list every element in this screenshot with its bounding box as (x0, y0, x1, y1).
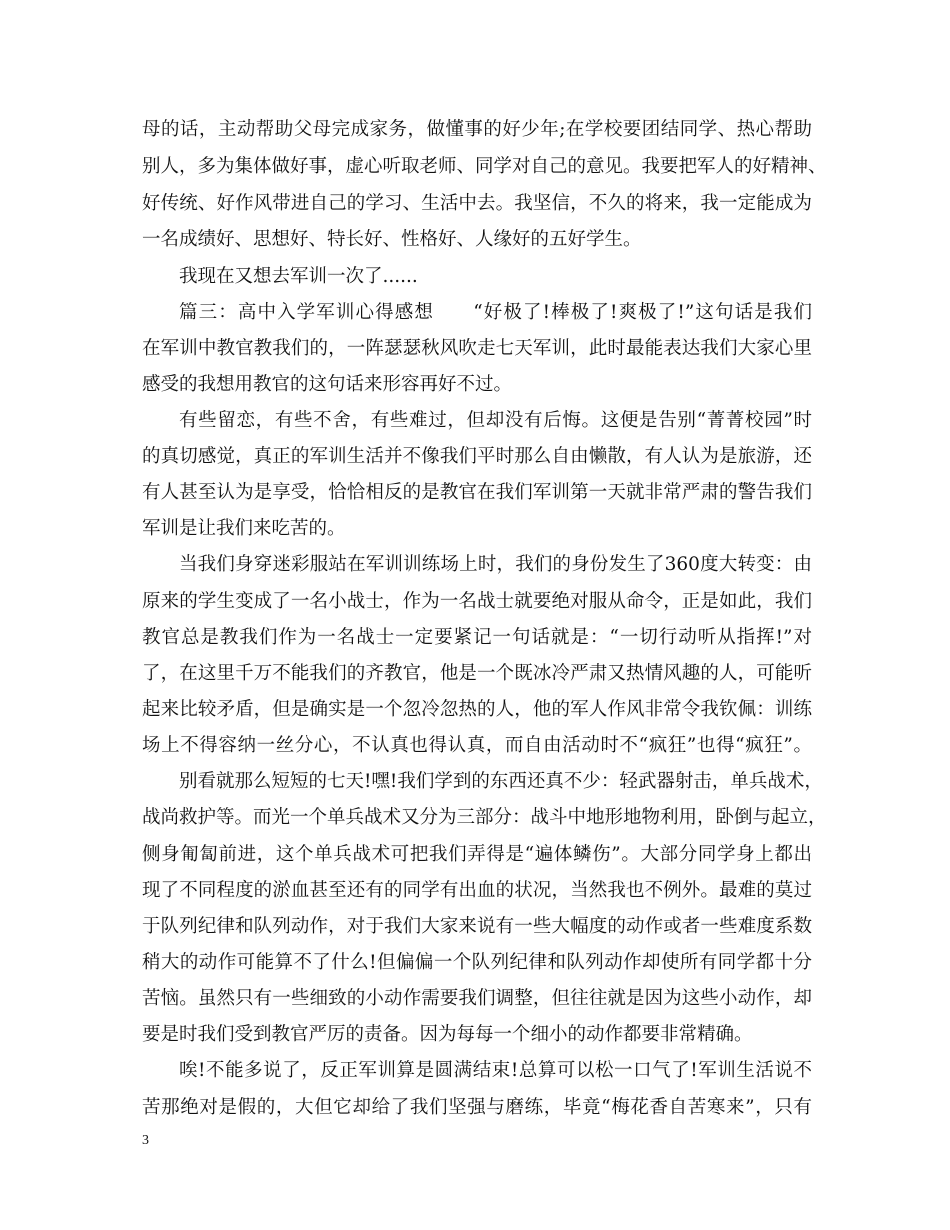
text-line: 当我们身穿迷彩服站在军训训练场上时，我们的身份发生了360度大转变：由 (179, 554, 812, 575)
text-line: 我现在又想去军训一次了...... (179, 266, 418, 287)
text-line: 唉!不能多说了，反正军训算是圆满结束!总算可以松一口气了!军训生活说不 (179, 1060, 812, 1081)
text-line: 了，在这里千万不能我们的齐教官，他是一个既冰冷严肃又热情风趣的人，可能听 (142, 663, 812, 684)
text-line: 感受的我想用教官的这句话来形容再好不过。 (142, 374, 513, 395)
text-line: 母的话，主动帮助父母完成家务，做懂事的好少年;在学校要团结同学、热心帮助 (142, 119, 812, 140)
text-line: 侧身匍匐前进，这个单兵战术可把我们弄得是“遍体鳞伤”。大部分同学身上都出 (142, 844, 812, 865)
text-line: 在军训中教官教我们的，一阵瑟瑟秋风吹走七天军训，此时最能表达我们大家心里 (142, 338, 812, 359)
text-line: 战尚救护等。而光一个单兵战术又分为三部分：战斗中地形地物利用，卧倒与起立， (142, 807, 827, 828)
text-line: 教官总是教我们作为一名战士一定要紧记一句话就是：“一切行动听从指挥!”对 (142, 627, 812, 648)
text-line: 苦恼。虽然只有一些细致的小动作需要我们调整，但往往就是因为这些小动作，却 (142, 988, 812, 1009)
text-line: 稍大的动作可能算不了什么!但偏偏一个队列纪律和队列动作却使所有同学都十分 (142, 952, 812, 973)
text-line: 篇三：高中入学军训心得感想 “好极了!棒极了!爽极了!”这句话是我们 (179, 302, 812, 323)
text-line: 场上不得容纳一丝分心，不认真也得认真，而自由活动时不“疯狂”也得“疯狂”。 (142, 735, 812, 756)
text-line: 一名成绩好、思想好、特长好、性格好、人缘好的五好学生。 (142, 229, 642, 250)
text-line: 起来比较矛盾，但是确实是一个忽冷忽热的人，他的军人作风非常令我钦佩：训练 (142, 699, 812, 720)
text-line: 要是时我们受到教官严厉的责备。因为每每一个细小的动作都要非常精确。 (142, 1024, 753, 1045)
text-line: 军训是让我们来吃苦的。 (142, 518, 346, 539)
text-line: 好传统、好作风带进自己的学习、生活中去。我坚信，不久的将来，我一定能成为 (142, 193, 812, 214)
text-line: 有些留恋，有些不舍，有些难过，但却没有后悔。这便是告别“菁菁校园”时 (179, 410, 812, 431)
text-line: 现了不同程度的淤血甚至还有的同学有出血的状况，当然我也不例外。最难的莫过 (142, 880, 812, 901)
text-line: 别人，多为集体做好事，虚心听取老师、同学对自己的意见。我要把军人的好精神、 (142, 156, 827, 177)
text-line: 有人甚至认为是享受，恰恰相反的是教官在我们军训第一天就非常严肃的警告我们 (142, 482, 812, 503)
text-line: 苦那绝对是假的，大但它却给了我们坚强与磨练，毕竟“梅花香自苦寒来”，只有 (142, 1097, 812, 1118)
text-line: 于队列纪律和队列动作，对于我们大家来说有一些大幅度的动作或者一些难度系数 (142, 916, 812, 937)
page-number: 3 (142, 1133, 149, 1148)
text-line: 别看就那么短短的七天!嘿!我们学到的东西还真不少：轻武器射击，单兵战术， (179, 771, 823, 792)
text-line: 的真切感觉，真正的军训生活并不像我们平时那么自由懒散，有人认为是旅游，还 (142, 446, 812, 467)
text-line: 原来的学生变成了一名小战士，作为一名战士就要绝对服从命令，正是如此，我们 (142, 591, 812, 612)
